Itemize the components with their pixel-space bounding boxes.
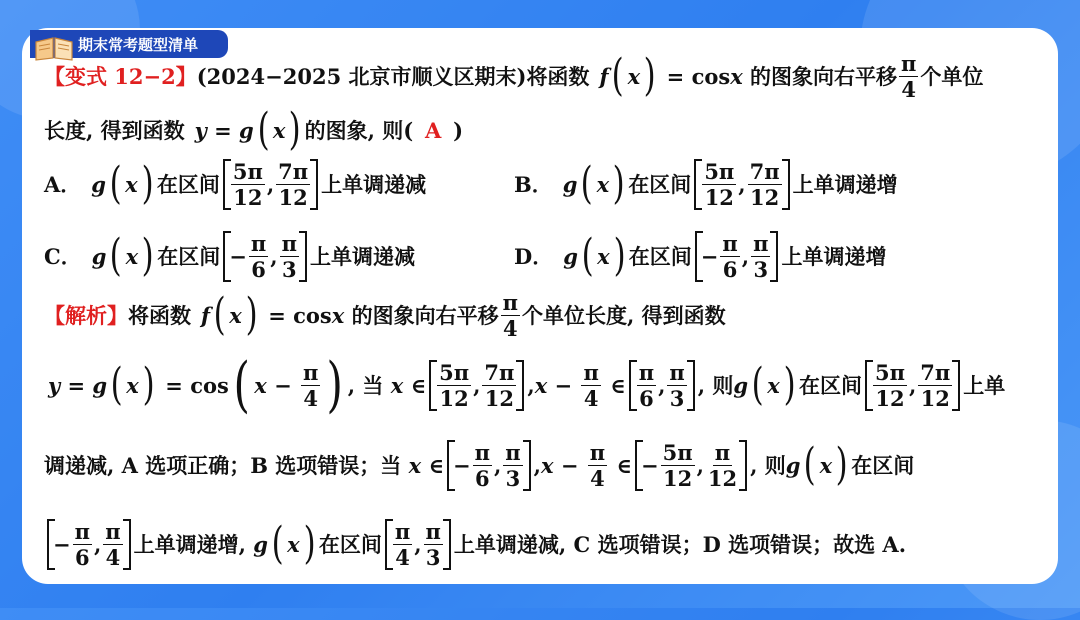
problem-line-1: 【变式 12−2】 (2024−2025 北京市顺义区期末) 将函数 f ( x ) = cosx 的图象向右平移 $\frac{\pi}{4}$ 个单位 xyxy=(44,50,984,102)
solution-line-2: y = g ( x ) = cos ( x − $\frac{\pi}{4}$ ) , 当 x ∈ $\frac{5\pi}{12}$ , $\frac{7\pi}{12}$ , x − $\frac{\pi}{4}$ ∈ $\frac{\pi}{6}$ , $\frac{\pi}{3}$ , 则 g ( x ) 在区间 $\frac{5\pi}{12}$ , $\frac{7\pi}{12}$ 上单 xyxy=(48,350,1006,420)
problem-text: 的图象, 则( xyxy=(304,118,414,143)
header-title: 期末常考题型清单 xyxy=(78,35,199,54)
fraction: $\frac{\pi}{4}$ xyxy=(901,50,917,102)
option-a: A． g ( x ) 在区间 $\frac{5\pi}{12}$ , $\frac{7\pi}{12}$ 上单调递减 xyxy=(44,158,427,210)
solution-line-4: − $\frac{\pi}{6}$ , $\frac{\pi}{4}$ 上单调递增, g ( x ) 在区间 $\frac{\pi}{4}$ , $\frac{\pi}{3}$ 上单调递减, C 选项错误；D 选项错误；故选 A. xyxy=(44,510,1040,578)
solution-line-3: 调递减, A 选项正确；B 选项错误；当 x ∈ − $\frac{\pi}{6}$ , $\frac{\pi}{3}$ , x − $\frac{\pi}{4}$ ∈ − $\frac{5\pi}{12}$ , $\frac{\pi}{12}$ , 则 g ( x ) 在区间 xyxy=(44,439,915,491)
problem-text: 将函数 xyxy=(526,64,590,89)
problem-text: 长度, 得到函数 xyxy=(44,118,185,143)
interval: − $\frac{\pi}{6}$ , $\frac{\pi}{3}$ xyxy=(223,231,307,282)
option-d: D． g ( x ) 在区间 − $\frac{\pi}{6}$ , $\frac{\pi}{3}$ 上单调递增 xyxy=(514,230,887,282)
solution-line-1: 【解析】 将函数 f ( x ) = cos x 的图象向右平移 $\frac{\pi}{4}$ 个单位长度, 得到函数 xyxy=(44,289,726,341)
math: f xyxy=(599,63,609,89)
solution-tag: 【解析】 xyxy=(44,303,128,328)
interval: $\frac{5\pi}{12}$ , $\frac{7\pi}{12}$ xyxy=(694,159,789,210)
option-c: C． g ( x ) 在区间 − $\frac{\pi}{6}$ , $\frac{\pi}{3}$ 上单调递减 xyxy=(44,230,415,282)
problem-source: (2024−2025 北京市顺义区期末) xyxy=(196,64,527,89)
problem-tag: 【变式 12−2】 xyxy=(44,64,197,89)
answer: A xyxy=(425,117,442,143)
problem-text: 个单位 xyxy=(920,64,984,89)
option-b: B． g ( x ) 在区间 $\frac{5\pi}{12}$ , $\frac{7\pi}{12}$ 上单调递增 xyxy=(514,158,898,210)
interval: $\frac{5\pi}{12}$ , $\frac{7\pi}{12}$ xyxy=(223,159,318,210)
problem-line-2: 长度, 得到函数 y = g ( x ) 的图象, 则( A ) xyxy=(44,104,464,155)
interval: − $\frac{\pi}{6}$ , $\frac{\pi}{3}$ xyxy=(695,231,779,282)
problem-text: ) xyxy=(453,117,464,143)
problem-text: 的图象向右平移 xyxy=(750,64,898,89)
